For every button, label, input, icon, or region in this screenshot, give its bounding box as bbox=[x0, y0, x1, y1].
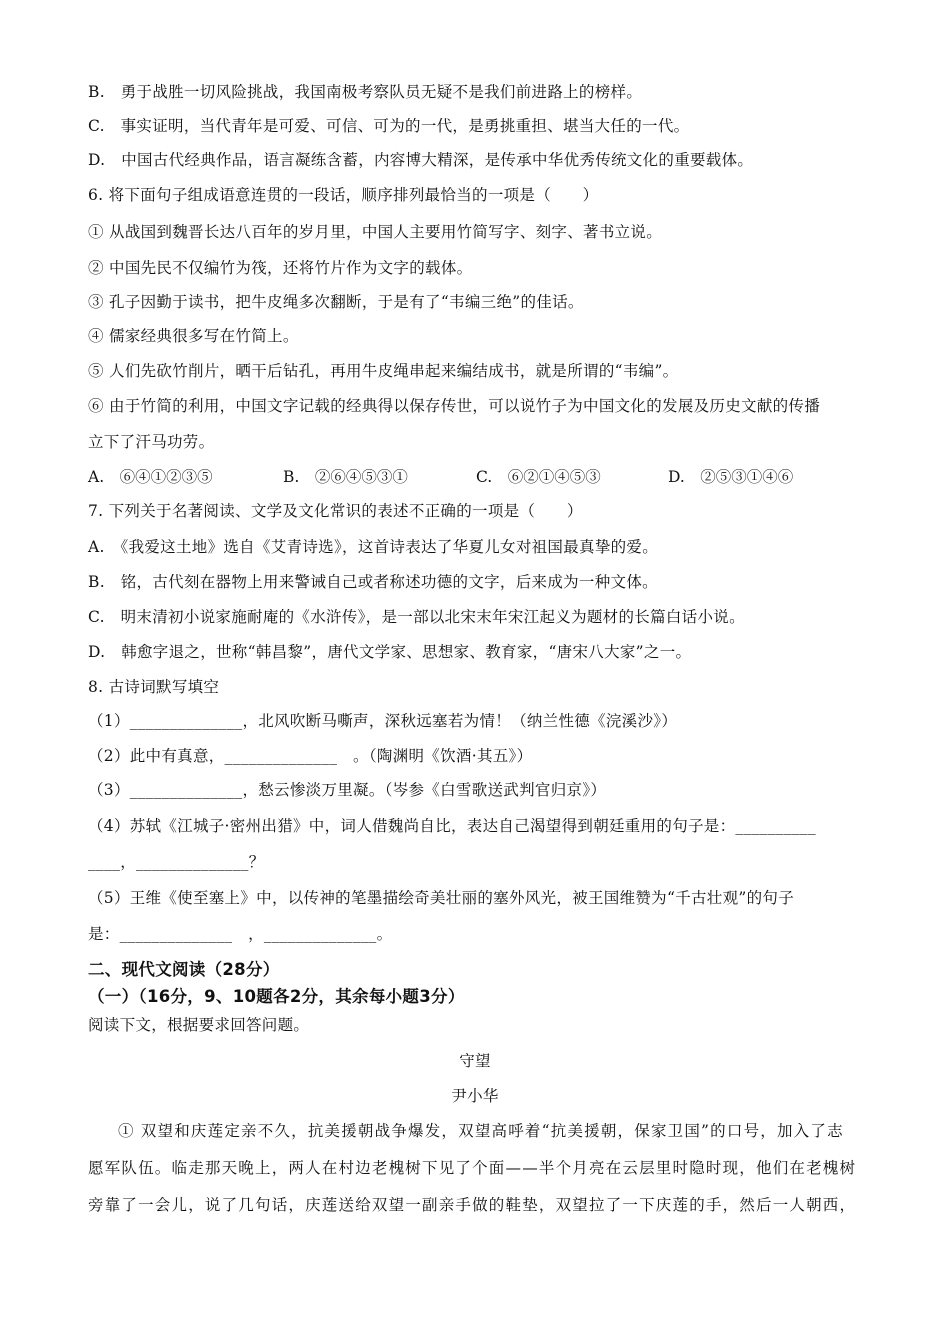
q8-stem: 8. 古诗词默写填空 bbox=[88, 678, 220, 696]
q6-option-c: C. ⑥②①④⑤③ bbox=[476, 468, 601, 486]
q8-item-2: （2）此中有真意，______________ 。（陶渊明《饮酒·其五》） bbox=[88, 747, 533, 765]
q6-option-d: D. ②⑤③①④⑥ bbox=[668, 468, 794, 486]
q6-sentence-6: ⑥ 由于竹简的利用，中国文字记载的经典得以保存传世，可以说竹子为中国文化的发展及历史文献的传播 bbox=[88, 397, 821, 415]
q8-item-1: （1）______________，北风吹断马嘶声，深秋远塞若为情！（纳兰性德《浣溪沙》） bbox=[88, 712, 678, 730]
q5-option-c: C. 事实证明，当代青年是可爱、可信、可为的一代，是勇挑重担、堪当大任的一代。 bbox=[88, 117, 690, 135]
q7-option-d: D. 韩愈字退之，世称“韩昌黎”，唐代文学家、思想家、教育家，“唐宋八大家”之一。 bbox=[88, 643, 692, 661]
article-paragraph-1-line-2: 愿军队伍。临走那天晚上，两人在村边老槐树下见了个面——半个月亮在云层里时隐时现，他们在老槐树 bbox=[88, 1159, 857, 1177]
subsection-title: （一）（16分，9、10题各2分，其余每小题3分） bbox=[88, 987, 465, 1006]
q6-sentence-6-cont: 立下了汗马功劳。 bbox=[88, 433, 215, 451]
q7-option-a: A. 《我爱这土地》选自《艾青诗选》，这首诗表达了华夏儿女对祖国最真挚的爱。 bbox=[88, 538, 659, 556]
article-paragraph-1-line-3: 旁靠了一会儿，说了几句话，庆莲送给双望一副亲手做的鞋垫，双望拉了一下庆莲的手，然后一人朝西， bbox=[88, 1196, 857, 1214]
q6-sentence-3: ③ 孔子因勤于读书，把牛皮绳多次翻断，于是有了“韦编三绝”的佳话。 bbox=[88, 293, 584, 311]
q8-item-5: （5）王维《使至塞上》中，以传神的笔墨描绘奇美壮丽的塞外风光，被王国维赞为“千古壮观”的句子 bbox=[88, 889, 795, 907]
q6-sentence-2: ② 中国先民不仅编竹为筏，还将竹片作为文字的载体。 bbox=[88, 259, 473, 277]
q7-option-b: B. 铭，古代刻在器物上用来警诫自己或者称述功德的文字，后来成为一种文体。 bbox=[88, 573, 658, 591]
q8-item-3: （3）______________，愁云惨淡万里凝。（岑参《白雪歌送武判官归京》） bbox=[88, 781, 607, 799]
q7-option-c: C. 明末清初小说家施耐庵的《水浒传》，是一部以北宋末年宋江起义为题材的长篇白话小说。 bbox=[88, 608, 745, 626]
article-title: 守望 bbox=[459, 1052, 491, 1070]
q8-item-4: （4）苏轼《江城子·密州出猎》中，词人借魏尚自比，表达自己渴望得到朝廷重用的句子是：__________ bbox=[88, 817, 816, 835]
q6-sentence-1: ① 从战国到魏晋长达八百年的岁月里，中国人主要用竹简写字、刻字、著书立说。 bbox=[88, 223, 663, 241]
q5-option-d: D. 中国古代经典作品，语言凝练含蓄，内容博大精深，是传承中华优秀传统文化的重要载体。 bbox=[88, 151, 754, 169]
q6-option-a: A. ⑥④①②③⑤ bbox=[88, 468, 213, 486]
q5-option-b: B. 勇于战胜一切风险挑战，我国南极考察队员无疑不是我们前进路上的榜样。 bbox=[88, 83, 643, 101]
q6-sentence-5: ⑤ 人们先砍竹削片，晒干后钻孔，再用牛皮绳串起来编结成书，就是所谓的“韦编”。 bbox=[88, 362, 679, 380]
q8-item-4-cont: ____，______________？ bbox=[88, 853, 265, 871]
article-author: 尹小华 bbox=[451, 1087, 499, 1105]
reading-instruction: 阅读下文，根据要求回答问题。 bbox=[88, 1016, 310, 1034]
q6-stem: 6. 将下面句子组成语意连贯的一段话，顺序排列最恰当的一项是（ ） bbox=[88, 186, 599, 204]
q7-stem: 7. 下列关于名著阅读、文学及文化常识的表述不正确的一项是（ ） bbox=[88, 502, 583, 520]
q6-option-b: B. ②⑥④⑤③① bbox=[283, 468, 408, 486]
section-title: 二、现代文阅读（28分） bbox=[88, 960, 280, 979]
article-paragraph-1: ① 双望和庆莲定亲不久，抗美援朝战争爆发，双望高呼着“抗美援朝，保家卫国”的口号，加入了志 bbox=[118, 1122, 844, 1140]
q8-item-5-cont: 是：______________ ，______________。 bbox=[88, 925, 393, 943]
q6-sentence-4: ④ 儒家经典很多写在竹简上。 bbox=[88, 327, 299, 345]
